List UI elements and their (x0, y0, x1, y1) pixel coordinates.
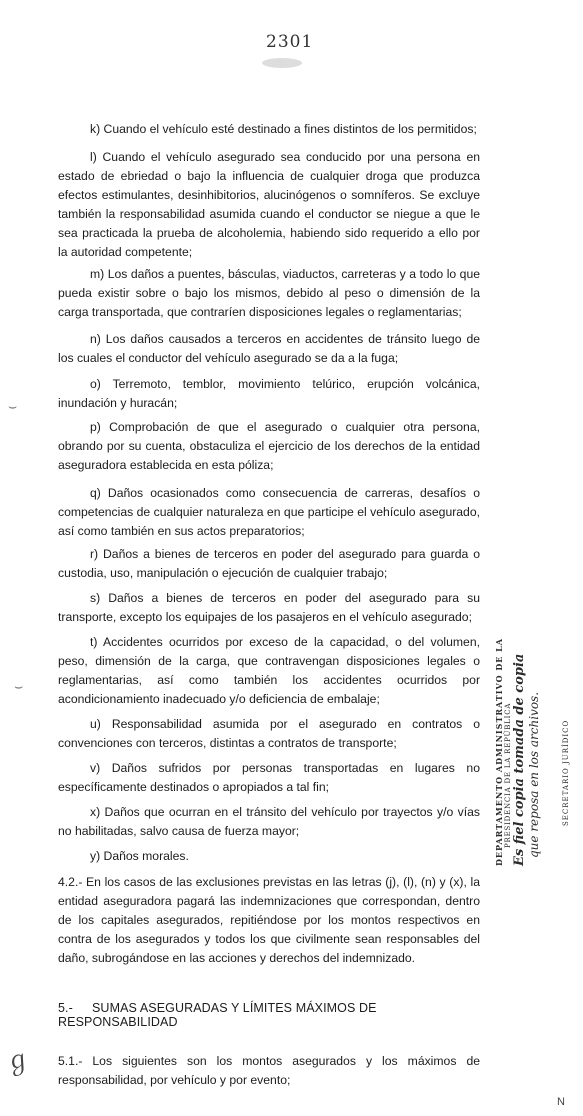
stamp-file-line: que reposa en los archivos. (527, 691, 541, 858)
scan-smudge (262, 58, 302, 68)
stamp-presidency: PRESIDENCIA DE LA REPÚBLICA (504, 702, 512, 848)
handwritten-initials: ℊ (1, 1043, 35, 1079)
exclusion-item-u: u) Responsabilidad asumida por el asegurado en contratos o convenciones con terceros, distintas a contratos de transporte; (58, 717, 480, 750)
exclusion-item-p: p) Comprobación de que el asegurado o cualquier otra persona, obrando por su cuenta, obstaculiza el ejercicio de los derechos de la entidad aseguradora establecida en esta póliza; (58, 420, 480, 472)
exclusion-item-y: y) Daños morales. (90, 849, 189, 863)
exclusion-item-s: s) Daños a bienes de terceros en poder del asegurado para su transporte, excepto los equipajes de los pasajeros en el vehículo asegurado; (58, 591, 480, 624)
clause-5-1: 5.1.- Los siguientes son los montos asegurados y los máximos de responsabilidad, por vehículo y por evento; (58, 1054, 480, 1087)
section-number: 5.- (58, 1001, 73, 1015)
exclusion-item-t: t) Accidentes ocurridos por exceso de la capacidad, o del volumen, peso, dimensión de la carga, que contravengan disposiciones legales o reglamentarias, así como también los accidentes ocurridos por acondicionamiento inadecuado y/o deficiencia de embalaje; (58, 635, 480, 706)
margin-tick-mark: ⌣ (8, 398, 18, 414)
section-heading (58, 1001, 498, 1029)
corner-mark: N (557, 1096, 565, 1108)
margin-tick-mark: ⌣ (14, 678, 24, 694)
stamp-department: DEPARTAMENTO ADMINISTRATIVO DE LA (494, 638, 504, 866)
stamp-certified-line: Es fiel copia tomada de copia (512, 653, 527, 866)
exclusion-item-k: k) Cuando el vehículo esté destinado a fines distintos de los permitidos; (90, 122, 477, 136)
exclusion-item-l: l) Cuando el vehículo asegurado sea conducido por una persona en estado de ebriedad o bajo la influencia de cualquier droga que produzca efectos estimulantes, desinhibitorios, alucinógenos o somníferos. Se excluye también la responsabilidad asumida cuando el conductor se niegue a que le sea practicada la prueba de alcoholemia, habiendo sido requerido a ello por la autoridad competente; (58, 150, 480, 259)
exclusion-item-n: n) Los daños causados a terceros en accidentes de tránsito luego de los cuales el conductor del vehículo asegurado se da a la fuga; (58, 332, 480, 365)
exclusion-item-q: q) Daños ocasionados como consecuencia de carreras, desafíos o competencias de cualquier naturaleza en que participe el vehículo asegurado, así como también en sus actos preparatorios; (58, 486, 480, 538)
clause-4-2: 4.2.- En los casos de las exclusiones previstas en las letras (j), (l), (n) y (x), la entidad aseguradora pagará las indemnizaciones que correspondan, dentro de los capitales asegurados, repitiéndose por los montos respectivos en contra de los asegurados y todos los que civilmente sean responsables del daño, subrogándose en las acciones y derechos del indemnizado. (58, 875, 480, 965)
exclusion-item-r: r) Daños a bienes de terceros en poder del asegurado para guarda o custodia, uso, manipulación o ejecución de cualquier trabajo; (58, 547, 480, 580)
exclusion-item-x: x) Daños que ocurran en el tránsito del vehículo por trayectos y/o vías no habilitadas, salvo causa de fuerza mayor; (58, 805, 480, 838)
exclusion-item-v: v) Daños sufridos por personas transportadas en lugares no específicamente destinados o apropiados a tal fin; (58, 761, 480, 794)
certification-stamp (494, 606, 583, 866)
section-title: SUMAS ASEGURADAS Y LÍMITES MÁXIMOS DE RESPONSABILIDAD (58, 1001, 377, 1029)
stamp-secretary: SECRETARIO JURÍDICO (562, 719, 570, 826)
exclusion-item-o: o) Terremoto, temblor, movimiento telúrico, erupción volcánica, inundación y huracán; (58, 377, 480, 410)
page-number: 2301 (266, 32, 314, 52)
exclusion-item-m: m) Los daños a puentes, básculas, viaductos, carreteras y a todo lo que pueda existir sobre o bajo los mismos, debido al peso o dimensión de la carga transportada, que contraríen disposiciones legales o reglamentarias; (58, 267, 480, 319)
